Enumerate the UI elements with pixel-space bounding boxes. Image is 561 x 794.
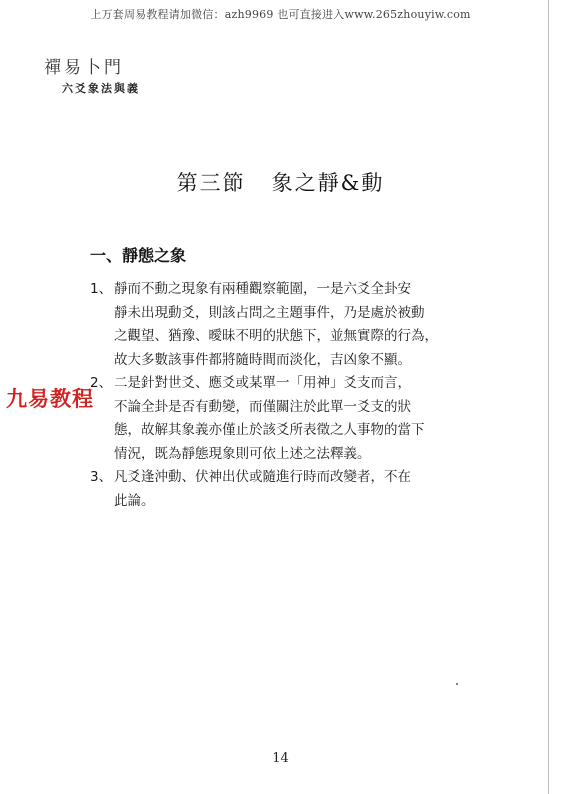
watermark-text: 九易教程: [6, 387, 94, 411]
list-item: [90, 278, 460, 372]
item-line: 二是針對世爻、應爻或某單一「用神」爻支而言，: [114, 375, 411, 391]
item-line: 靜未出現動爻，則該占問之主題事件，乃是處於被動: [114, 304, 425, 321]
scan-speck: [456, 683, 458, 685]
list-item: [90, 466, 460, 513]
item-line: 態，故解其象義亦僅止於該爻所表徵之人事物的當下: [114, 422, 425, 438]
item-number: 2、: [90, 375, 113, 391]
item-line: 不論全卦是否有動變，而僅關注於此單一爻支的狀: [114, 398, 411, 415]
item-line: 凡爻逢沖動、伏神出伏或隨進行時而改變者，不在: [114, 469, 411, 485]
item-line: 靜而不動之現象有兩種觀察範圍，一是六爻全卦安: [114, 281, 411, 297]
header-notice: 上万套周易教程请加微信：azh9969 也可直接进入www.265zhouyiw.com: [90, 8, 471, 21]
item-number: 1、: [90, 281, 113, 297]
item-number: 3、: [90, 469, 113, 485]
item-line: 情況，既為靜態現象則可依上述之法釋義。: [114, 445, 371, 462]
item-list: [90, 278, 460, 513]
brand-subtitle: 六爻象法與義: [62, 82, 140, 95]
item-line: 此論。: [114, 492, 155, 509]
section-heading: 一、靜態之象: [90, 246, 187, 265]
list-item: [90, 372, 460, 466]
chapter-title: 象之靜&動: [271, 171, 385, 195]
chapter-heading: [0, 167, 561, 197]
brand-title: 禪易卜門: [44, 58, 124, 78]
chapter-label: 第三節: [176, 171, 246, 195]
item-line: 故大多數該事件都將隨時間而淡化，吉凶象不顯。: [114, 351, 411, 368]
page-edge-line: [548, 0, 549, 794]
item-line: 之觀望、猶豫、曖昧不明的狀態下，並無實際的行為，: [114, 328, 438, 344]
page-number: 14: [272, 751, 289, 766]
